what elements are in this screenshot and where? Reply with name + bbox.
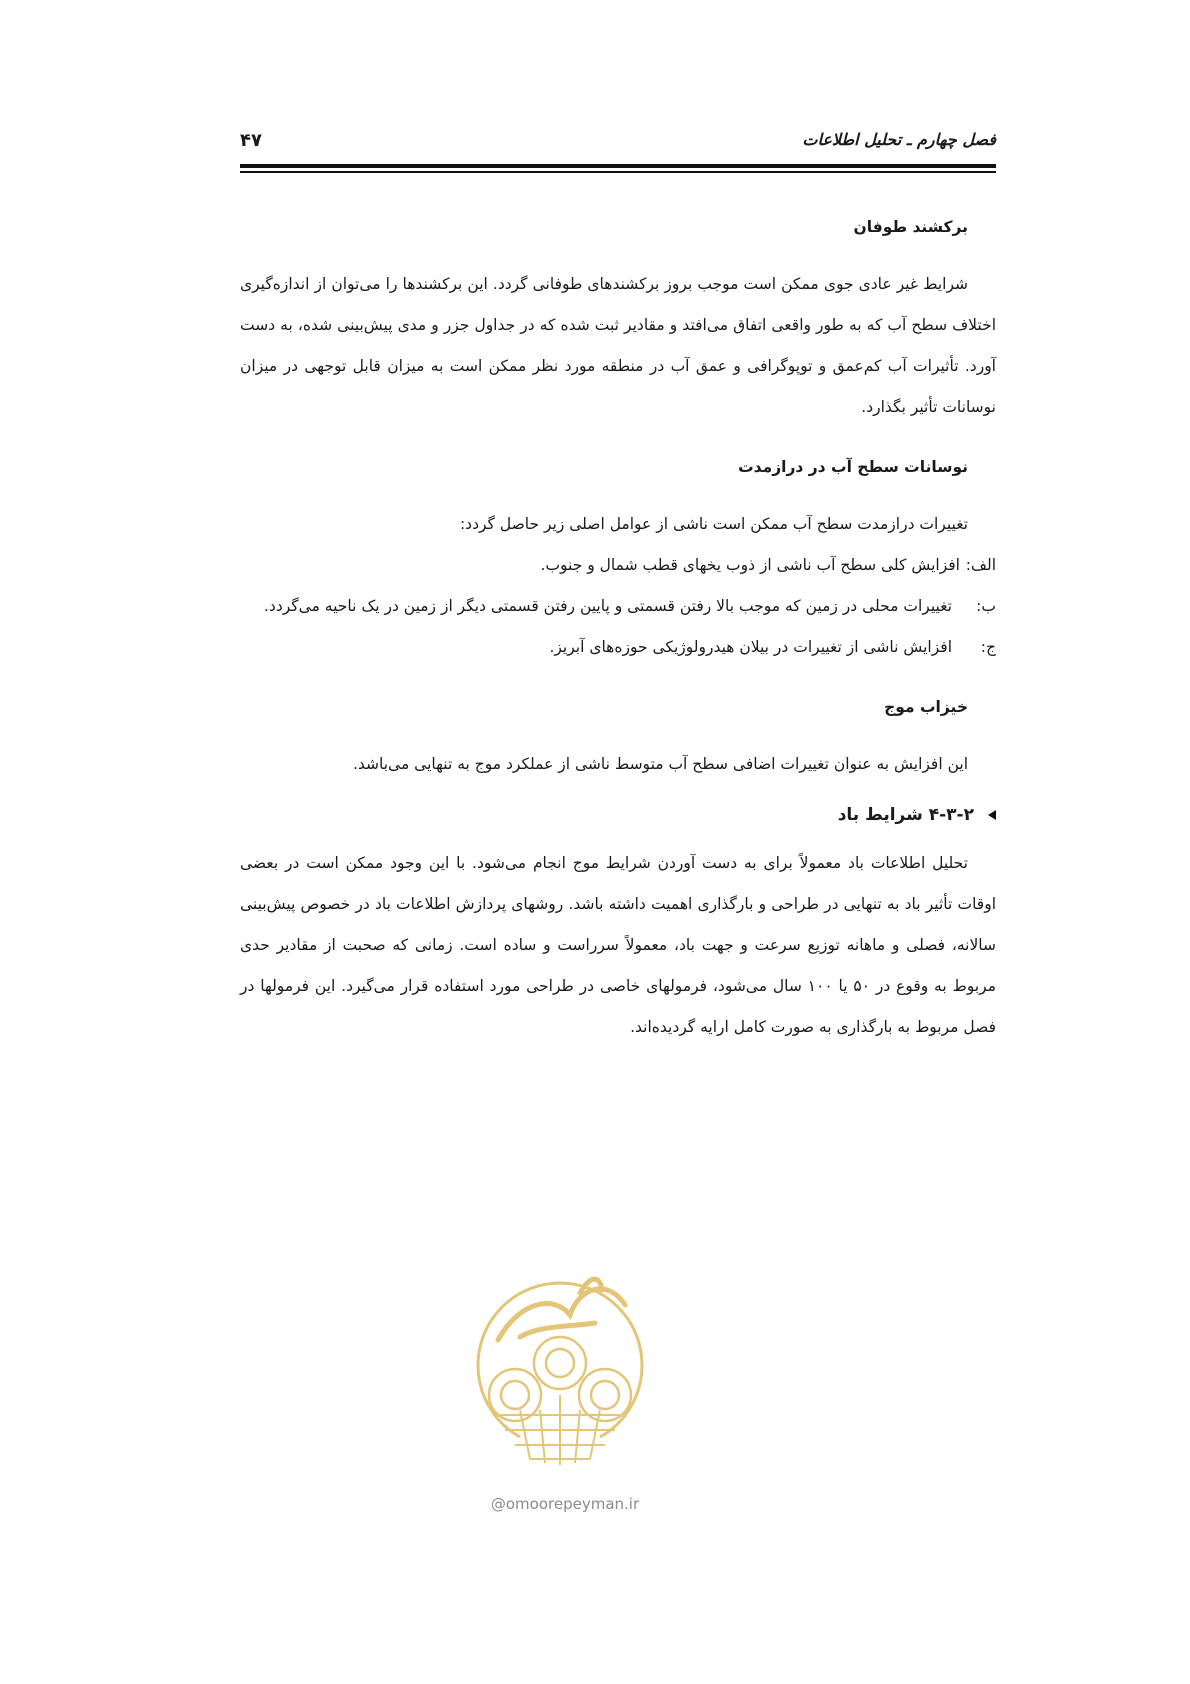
- heading-storm-surge: برکشند طوفان: [853, 218, 968, 236]
- list-marker: ب:: [976, 597, 996, 615]
- seal-icon: [460, 1245, 660, 1485]
- section-heading-wind: [240, 795, 996, 835]
- paragraph-wave-setup: این افزایش به عنوان تغییرات اضافی سطح آب متوسط ناشی از عملکرد موج به تنهایی می‌باشد.: [352, 755, 968, 773]
- list-item-text: تغییرات محلی در زمین که موجب بالا رفتن قسمتی و پایین رفتن قسمتی دیگر از زمین در یک ناحیه می‌گردد.: [264, 597, 952, 615]
- page-header: [240, 126, 996, 166]
- page-number: ۴۷: [240, 130, 262, 151]
- triangle-bullet-icon: [988, 810, 996, 820]
- list-marker: الف:: [965, 556, 996, 574]
- paragraph-storm-surge: شرایط غیر عادی جوی ممکن است موجب بروز برکشندهای طوفانی گردد. این برکشندها را می‌توان از اندازه‌گیری اختلاف سطح آب که به طور واقعی اتفاق می‌افتد و مقادیر ثبت شده که در جداول جزر و مدی پیش‌بینی شده، به دست آورد. تأثیرات آب کم‌عمق و توپوگرافی و عمق آب در منطقه مورد نظر ممکن است به میزان قابل توجهی در میزان نوسانات تأثیر بگذارد.: [240, 275, 996, 416]
- list-item: [240, 586, 996, 627]
- list-marker: ج:: [980, 638, 996, 656]
- watermark-logo: [460, 1245, 660, 1485]
- list-item-text: افزایش ناشی از تغییرات در بیلان هیدرولوژیکی حوزه‌های آبریز.: [549, 638, 952, 656]
- chapter-title: فصل چهارم ـ تحلیل اطلاعات: [802, 130, 996, 149]
- heading-long-term: نوسانات سطح آب در درازمدت: [738, 458, 968, 476]
- list-item: [240, 627, 996, 668]
- page-content: [240, 212, 996, 1048]
- paragraph-long-term-intro: تغییرات درازمدت سطح آب ممکن است ناشی از عوامل اصلی زیر حاصل گردد:: [459, 515, 968, 533]
- paragraph-wind: تحلیل اطلاعات باد معمولاً برای به دست آوردن شرایط موج انجام می‌شود. با این وجود ممکن است در بعضی اوقات تأثیر باد به تنهایی در طراحی و بارگذاری اهمیت داشته باشد. روشهای پردازش اطلاعات باد در خصوص پیش‌بینی سالانه، فصلی و ماهانه توزیع سرعت و جهت باد، معمولاً سرراست و ساده است. زمانی که صحبت از مقادیر حدی مربوط به وقوع در ۵۰ یا ۱۰۰ سال می‌شود، فرمولهای خاصی در طراحی مورد استفاده قرار می‌گیرد. این فرمولها در فصل مربوط به بارگذاری به صورت کامل ارایه گردیده‌اند.: [240, 854, 997, 1036]
- section-heading-wind-label: ۴-۳-۲ شرایط باد: [837, 805, 974, 825]
- list-item: [240, 545, 996, 586]
- list-item-text: افزایش کلی سطح آب ناشی از ذوب یخهای قطب شمال و جنوب.: [540, 556, 960, 574]
- long-term-factors-list: [240, 545, 996, 668]
- header-rule-thick: [240, 164, 996, 168]
- heading-wave-setup: خیزاب موج: [884, 698, 968, 716]
- watermark-caption: @omoorepeyman.ir: [490, 1495, 640, 1513]
- header-rule-thin: [240, 171, 996, 173]
